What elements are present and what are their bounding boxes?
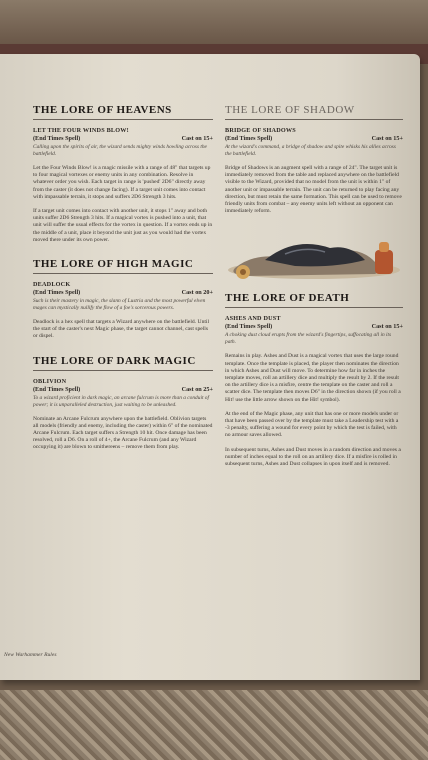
left-column: [33, 104, 213, 459]
spell-row: [33, 289, 213, 296]
lore-of-high-magic-heading: THE LORE OF HIGH MAGIC: [33, 258, 213, 274]
spell-body: In subsequent turns, Ashes and Dust moves in a random direction and moves a number of inches equal to the roll on an artillery dice. If a misfire is rolled in subsequent turns, Ashes and Dust collapses in upon itself and is removed.: [225, 446, 401, 468]
spell-body: If a target unit comes into contact with another unit, it stops 1" away and both units suffer 2D6 Strength 3 hits. If a magical vortex is pushed into a unit, that unit will suffer the usual effects for the vortex in question. If a vortex ends up in the middle of a unit, place it beyond the unit just as you would had the vortex moved there under its own power.: [33, 208, 213, 243]
spell-body: Remains in play. Ashes and Dust is a magical vortex that uses the large round template. Once the template is placed, the player then nominates the direction in which Ashes and Dust will move. To determine how far in inches the template moves, roll an artillery dice and multiply the result by 2. If the result on the artillery dice is a misfire, centre the template on the caster and roll a scatter dice. The template then moves D6" in the direction shown (if you roll a Hit! use the little arrow shown on the Hit! symbol).: [225, 353, 401, 403]
spell-name: DEADLOCK: [33, 281, 71, 289]
lore-of-death-heading: THE LORE OF DEATH: [225, 292, 403, 308]
spell-scroll-illustration: [225, 222, 403, 284]
spell-body: At the end of the Magic phase, any unit that has one or more models under or that have been passed over by the template must take a Leadership test with a -3 penalty, suffering a wound for every point by which the test is failed, with no armour saves allowed.: [225, 410, 399, 439]
spell-name: LET THE FOUR WINDS BLOW!: [33, 127, 129, 134]
spell-name: BRIDGE OF SHADOWS: [225, 127, 296, 134]
spell-flavour: To a wizard proficient in dark magic, an arcane fulcrum is more than a conduit of power; it is unparalleled destruction, just waiting to be unleashed.: [33, 394, 209, 408]
lore-of-shadow-heading: THE LORE OF SHADOW: [225, 104, 403, 120]
spell-body: Nominate an Arcane Fulcrum anywhere upon the battlefield. Oblivion targets all models (friendly and enemy, including the caster) within 6" of the nominated Arcane Fulcrum. Each target suffers a Strength 10 hit. Once damage has been resolved, roll a D6. On a roll of 4+, the Arcane Fulcrum (and any Wizard occupying it) are blown to smithereens – remove them from play.: [33, 415, 213, 451]
spell-name: OBLIVION: [33, 377, 67, 385]
spell-flavour: At the wizard's command, a bridge of shadow and spite whisks his allies across the battlefield.: [225, 144, 396, 157]
spell-name: ASHES AND DUST: [225, 315, 281, 323]
spell-row: [225, 135, 403, 142]
spell-flavour: A choking dust cloud erupts from the wizard's fingertips, suffocating all in its path.: [225, 332, 392, 346]
spell-type: (End Times Spell): [225, 323, 273, 331]
spell-type: (End Times Spell): [33, 135, 81, 142]
spell-cast-value: Cast on 20+: [181, 289, 213, 297]
spell-body: Deadlock is a hex spell that targets a Wizard anywhere on the battlefield. Until the start of the caster's next Magic phase, the target cannot channel, cast spells or dispel.: [33, 319, 210, 340]
lore-of-dark-magic-heading: THE LORE OF DARK MAGIC: [33, 355, 213, 371]
lore-of-heavens-heading: THE LORE OF HEAVENS: [33, 104, 213, 120]
spell-cast-value: Cast on 25+: [181, 385, 213, 393]
carpet-background: [0, 690, 428, 760]
spell-type: (End Times Spell): [225, 135, 273, 142]
spell-type: (End Times Spell): [33, 289, 81, 297]
right-column: [225, 104, 403, 475]
spell-type: (End Times Spell): [33, 385, 81, 393]
spell-row: [225, 323, 403, 330]
spell-flavour: Such is their mastery in magic, the slann of Lustria and the most powerful elven mages can mystically nullify the flow of a foe's sorcerous powers.: [33, 298, 206, 312]
spell-cast-value: Cast on 15+: [371, 323, 403, 331]
spell-body: Bridge of Shadows is an augment spell with a range of 24". The target unit is immediately removed from the table and replaced anywhere on the battlefield visible to the Wizard, provided that no model from the unit is within 1" of another unit or impassable terrain. The unit can be returned to play facing any direction, but must retain the same formation. This spell can be used to remove friendly units from combat – any enemy units left without an opponent can immediately reform.: [225, 165, 402, 215]
scroll-art-icon: [225, 222, 403, 284]
spell-cast-value: Cast on 15+: [181, 135, 213, 142]
spell-row: [33, 386, 213, 393]
book-page: [0, 54, 420, 680]
spell-row: [33, 135, 213, 142]
spell-flavour: Calling upon the spirits of air, the wizard sends mighty winds howling across the battlefield.: [33, 144, 207, 157]
page-footer: New Warhammer Rules: [4, 652, 57, 658]
spell-body: Let the Four Winds Blow! is a magic missile with a range of 48" that targets up to four magical vortexes or enemy units in any combination. Resolve in whatever order you wish. Each target in range is 'pushed' 2D6" directly away from the caster (it does not change facing). If a target unit comes into contact with impassable terrain, it stops and suffers 2D6 Strength 3 hits.: [33, 165, 211, 200]
spell-cast-value: Cast on 15+: [371, 135, 403, 142]
